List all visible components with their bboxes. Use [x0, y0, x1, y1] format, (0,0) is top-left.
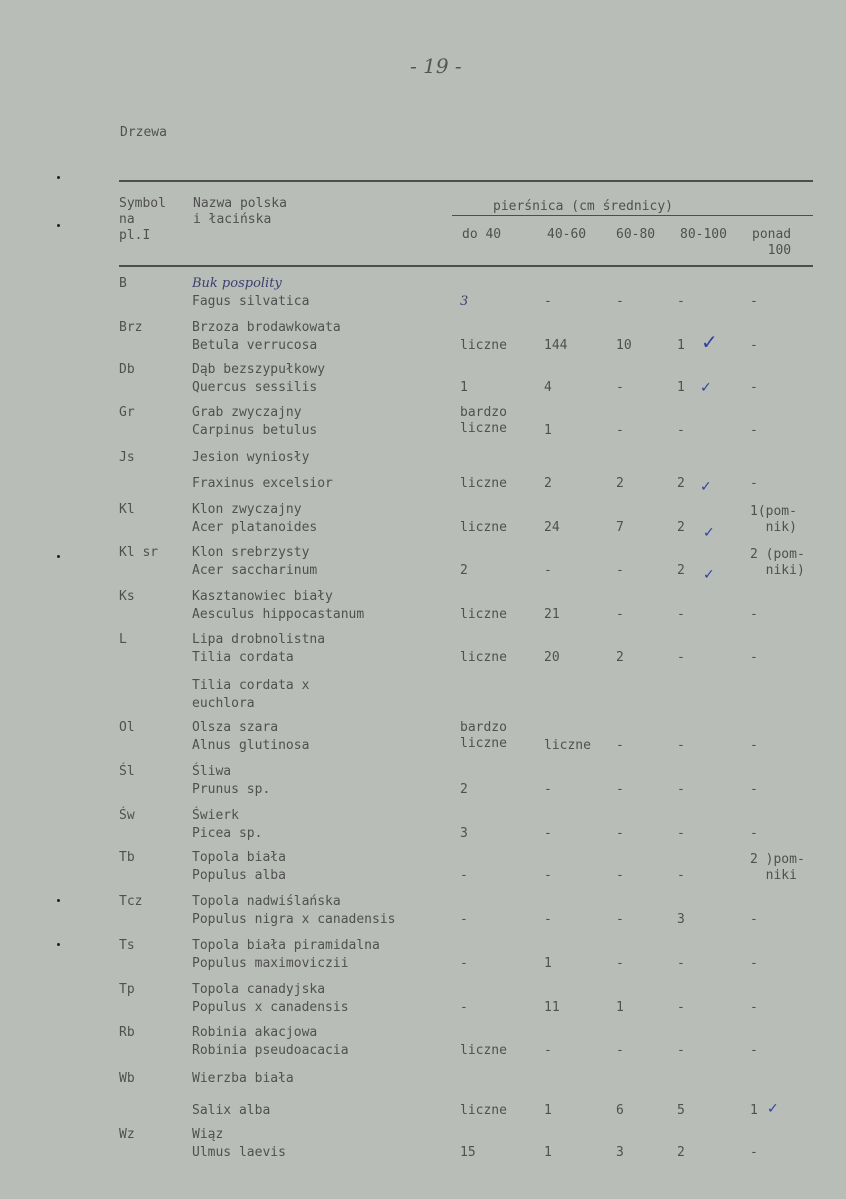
row-d4-value: 2	[677, 476, 685, 491]
row-polish-name: Buk pospolity	[192, 276, 282, 291]
row-latin-name: Populus maximoviczii	[192, 956, 349, 971]
row-polish-name: Wierzba biała	[192, 1071, 294, 1086]
row-d5-value: -	[750, 607, 758, 622]
row-symbol: Db	[119, 362, 135, 377]
row-symbol: Rb	[119, 1025, 135, 1040]
row-d4-value: -	[677, 294, 685, 309]
row-symbol: Ol	[119, 720, 135, 735]
row-polish-name: Lipa drobnolistna	[192, 632, 326, 647]
row-d2-value: -	[544, 826, 552, 841]
row-d1-value: bardzo liczne	[460, 405, 507, 436]
row-d5-value: -	[750, 1145, 758, 1160]
row-d4-value: -	[677, 650, 685, 665]
row-d4-value: -	[677, 738, 685, 753]
row-symbol: Ks	[119, 589, 135, 604]
check-mark-icon: ✓	[701, 330, 718, 354]
row-d2-value: liczne	[544, 738, 591, 753]
row-symbol: Brz	[119, 320, 143, 335]
row-d4-value: -	[677, 423, 685, 438]
row-d3-value: -	[616, 956, 624, 971]
row-d1-value: liczne	[460, 520, 507, 535]
row-d3-value: -	[616, 423, 624, 438]
row-polish-name: Klon zwyczajny	[192, 502, 302, 517]
row-d2-value: -	[544, 563, 552, 578]
row-d5-value: -	[750, 912, 758, 927]
row-d3-value: 1	[616, 1000, 624, 1015]
row-symbol: Kl sr	[119, 545, 159, 560]
row-d5-value: -	[750, 1043, 758, 1058]
row-d2-value: 2	[544, 476, 552, 491]
row-d2-value: 1	[544, 1103, 552, 1118]
row-polish-name: Grab zwyczajny	[192, 405, 302, 420]
margin-dot	[57, 943, 60, 946]
row-d2-value: 4	[544, 380, 552, 395]
row-d3-value: 10	[616, 338, 632, 353]
row-latin-name: Robinia pseudoacacia	[192, 1043, 349, 1058]
row-d4-value: -	[677, 607, 685, 622]
check-mark-icon: ✓	[767, 1101, 779, 1117]
row-d1-value: -	[460, 1000, 468, 1015]
row-symbol: Wb	[119, 1071, 135, 1086]
row-d4-value: 5	[677, 1103, 685, 1118]
row-d3-value: -	[616, 294, 624, 309]
row-polish-name: Olsza szara	[192, 720, 279, 735]
row-d1-value: -	[460, 956, 468, 971]
row-latin-name: Acer platanoides	[192, 520, 318, 535]
row-d4-value: -	[677, 1000, 685, 1015]
header-group-rule	[452, 215, 813, 216]
row-d4-value: -	[677, 956, 685, 971]
row-d1-value: liczne	[460, 476, 507, 491]
header-d1: do 40	[462, 227, 502, 242]
row-d1-value: liczne	[460, 1103, 507, 1118]
row-d5-value: -	[750, 650, 758, 665]
row-latin-name: Fraxinus excelsior	[192, 476, 333, 491]
header-symbol: Symbol na pl.I	[119, 196, 166, 243]
row-d1-value: liczne	[460, 1043, 507, 1058]
row-d5-value: 2 )pom- niki	[750, 852, 805, 883]
header-d2: 40-60	[547, 227, 587, 242]
row-d1-value: 3	[460, 294, 469, 309]
row-symbol: Kl	[119, 502, 135, 517]
row-symbol: Tp	[119, 982, 135, 997]
row-symbol: B	[119, 276, 127, 291]
row-d3-value: -	[616, 826, 624, 841]
row-d3-value: -	[616, 738, 624, 753]
row-latin-name: Ulmus laevis	[192, 1145, 286, 1160]
row-d1-value: liczne	[460, 607, 507, 622]
row-d1-value: liczne	[460, 338, 507, 353]
row-d1-value: 2	[460, 563, 468, 578]
row-d5-value: -	[750, 1000, 758, 1015]
check-mark-icon: ✓	[700, 479, 712, 495]
row-d5-value: -	[750, 826, 758, 841]
row-symbol: Tcz	[119, 894, 143, 909]
row-polish-name: Wiąz	[192, 1127, 224, 1142]
row-d2-value: 24	[544, 520, 560, 535]
section-title: Drzewa	[120, 125, 167, 140]
row-latin-name: Salix alba	[192, 1103, 271, 1118]
row-d2-value: 1	[544, 956, 552, 971]
row-polish-name: Klon srebrzysty	[192, 545, 310, 560]
row-latin-name: Carpinus betulus	[192, 423, 318, 438]
row-d2-value: 20	[544, 650, 560, 665]
row-d1-value: liczne	[460, 650, 507, 665]
row-d4-value: -	[677, 1043, 685, 1058]
row-d5-value: 2 (pom- niki)	[750, 547, 805, 578]
row-polish-name: Robinia akacjowa	[192, 1025, 318, 1040]
row-d3-value: -	[616, 1043, 624, 1058]
page-number: - 19 -	[410, 54, 462, 78]
row-d5-value: 1	[750, 1103, 758, 1118]
check-mark-icon: ✓	[700, 380, 712, 396]
row-d2-value: -	[544, 782, 552, 797]
row-d4-value: 1	[677, 338, 685, 353]
row-polish-name: Topola nadwiślańska	[192, 894, 341, 909]
row-d1-value: -	[460, 868, 468, 883]
row-latin-name: Picea sp.	[192, 826, 263, 841]
row-d2-value: 1	[544, 1145, 552, 1160]
row-d2-value: -	[544, 912, 552, 927]
row-latin-name: Alnus glutinosa	[192, 738, 310, 753]
row-d1-value: 1	[460, 380, 468, 395]
row-polish-name: Topola canadyjska	[192, 982, 326, 997]
row-d4-value: 3	[677, 912, 685, 927]
row-d4-value: 1	[677, 380, 685, 395]
row-d1-value: 15	[460, 1145, 476, 1160]
row-d4-value: -	[677, 826, 685, 841]
row-latin-name: Quercus sessilis	[192, 380, 318, 395]
row-d1-value: 2	[460, 782, 468, 797]
row-d3-value: -	[616, 782, 624, 797]
row-latin-name: Prunus sp.	[192, 782, 271, 797]
row-d3-value: 2	[616, 650, 624, 665]
row-d4-value: 2	[677, 563, 685, 578]
row-d5-value: -	[750, 338, 758, 353]
row-d5-value: -	[750, 476, 758, 491]
row-d5-value: 1(pom- nik)	[750, 504, 797, 535]
row-d3-value: 2	[616, 476, 624, 491]
row-latin-name: Fagus silvatica	[192, 294, 310, 309]
row-latin-name: Aesculus hippocastanum	[192, 607, 365, 622]
row-d4-value: -	[677, 782, 685, 797]
header-name: Nazwa polska i łacińska	[193, 196, 287, 227]
margin-dot	[57, 176, 60, 179]
row-symbol: Tb	[119, 850, 135, 865]
row-d5-value: -	[750, 738, 758, 753]
row-polish-name: Jesion wyniosły	[192, 450, 310, 465]
header-d3: 60-80	[616, 227, 656, 242]
row-d5-value: -	[750, 380, 758, 395]
row-latin-name: Populus x canadensis	[192, 1000, 349, 1015]
row-latin-name: Populus alba	[192, 868, 286, 883]
row-polish-name: Śliwa	[192, 764, 232, 779]
row-d3-value: -	[616, 868, 624, 883]
table-top-rule	[119, 180, 813, 182]
header-d5: ponad 100	[752, 227, 792, 258]
row-d1-value: bardzo liczne	[460, 720, 507, 751]
row-polish-name: Dąb bezszypułkowy	[192, 362, 326, 377]
row-latin-name: Tilia cordata	[192, 650, 294, 665]
row-d2-value: 1	[544, 423, 552, 438]
row-symbol: Gr	[119, 405, 135, 420]
check-mark-icon: ✓	[703, 525, 715, 541]
row-d5-value: -	[750, 956, 758, 971]
row-d4-value: 2	[677, 1145, 685, 1160]
row-d2-value: 21	[544, 607, 560, 622]
row-d3-value: 6	[616, 1103, 624, 1118]
margin-dot	[57, 224, 60, 227]
row-symbol: Wz	[119, 1127, 135, 1142]
margin-dot	[57, 899, 60, 902]
row-polish-name: Świerk	[192, 808, 239, 823]
row-d2-value: 144	[544, 338, 568, 353]
row-latin-name: Betula verrucosa	[192, 338, 318, 353]
header-bottom-rule	[119, 265, 813, 267]
row-d5-value: -	[750, 782, 758, 797]
row-d3-value: 7	[616, 520, 624, 535]
check-mark-icon: ✓	[703, 567, 715, 583]
row-d2-value: -	[544, 1043, 552, 1058]
row-d2-value: 11	[544, 1000, 560, 1015]
header-d4: 80-100	[680, 227, 727, 242]
row-d1-value: 3	[460, 826, 468, 841]
row-latin-name: Acer saccharinum	[192, 563, 318, 578]
row-d2-value: -	[544, 294, 552, 309]
row-latin-name: euchlora	[192, 696, 255, 711]
row-d3-value: -	[616, 563, 624, 578]
row-d4-value: -	[677, 868, 685, 883]
row-d1-value: -	[460, 912, 468, 927]
header-diameter-group: pierśnica (cm średnicy)	[493, 199, 674, 214]
row-polish-name: Topola biała	[192, 850, 286, 865]
row-polish-name: Brzoza brodawkowata	[192, 320, 341, 335]
margin-dot	[57, 555, 60, 558]
row-d3-value: -	[616, 380, 624, 395]
row-symbol: Ts	[119, 938, 135, 953]
row-d4-value: 2	[677, 520, 685, 535]
row-d3-value: 3	[616, 1145, 624, 1160]
row-d3-value: -	[616, 912, 624, 927]
row-d3-value: -	[616, 607, 624, 622]
row-d2-value: -	[544, 868, 552, 883]
row-polish-name: Kasztanowiec biały	[192, 589, 333, 604]
row-polish-name: Topola biała piramidalna	[192, 938, 380, 953]
row-symbol: L	[119, 632, 127, 647]
row-symbol: Śl	[119, 764, 135, 779]
row-d5-value: -	[750, 294, 758, 309]
row-symbol: Św	[119, 808, 135, 823]
row-d5-value: -	[750, 423, 758, 438]
row-latin-name: Populus nigra x canadensis	[192, 912, 396, 927]
row-symbol: Js	[119, 450, 135, 465]
row-polish-name: Tilia cordata x	[192, 678, 310, 693]
